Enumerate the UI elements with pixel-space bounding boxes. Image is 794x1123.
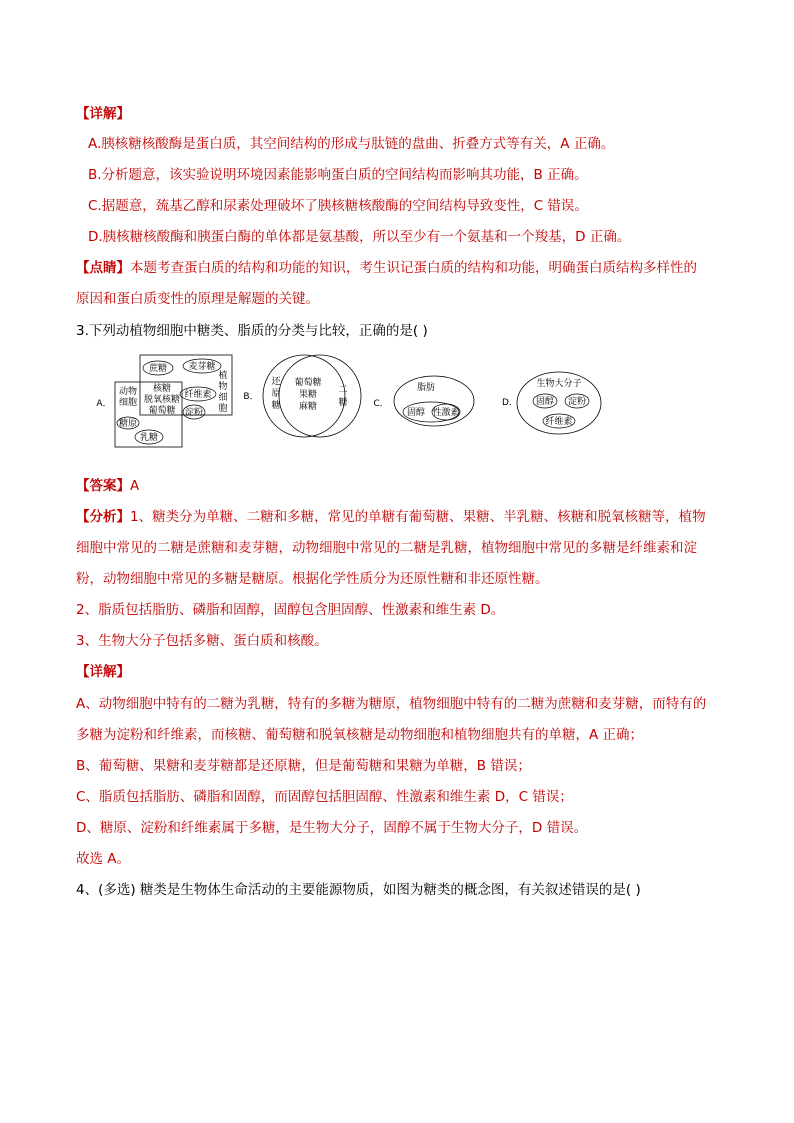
detail-line-d: D.胰核糖核酸酶和胰蛋白酶的单体都是氨基酸，所以至少有一个氨基和一个羧基，D 正确。	[88, 229, 631, 245]
d-item-cellulose: 纤维素	[545, 417, 573, 427]
detail3-line-c: C、脂质包括脂肪、磷脂和固醇，而固醇包括胆固醇、性激素和维生素 D，C 错误；	[76, 789, 573, 805]
plant-cell-label-1: 植	[218, 371, 228, 381]
analysis-line-4: 2、脂质包括脂肪、磷脂和固醇，固醇包含胆固醇、性激素和维生素 D。	[76, 602, 505, 618]
answer-label: 【答案】	[76, 478, 130, 494]
detail3-line-a1: A、动物细胞中特有的二糖为乳糖，特有的多糖为糖原，植物细胞中特有的二糖为蔗糖和麦芽糖，而特有的	[76, 696, 707, 712]
animal-item-glycogen: 糖原	[118, 419, 138, 429]
detail3-conclusion: 故选 A。	[76, 851, 131, 867]
analysis-line-5: 3、生物大分子包括多糖、蛋白质和核酸。	[76, 633, 328, 649]
disaccharide-label-2: 糖	[338, 398, 348, 408]
shared-item-glucose: 葡萄糖	[148, 406, 176, 416]
option-a-label: A．	[96, 399, 112, 409]
detail3-line-a2: 多糖为淀粉和纤维素，而核糖、葡萄糖和脱氧核糖是动物细胞和植物细胞共有的单糖，A 正确；	[76, 727, 644, 743]
question-4-stem: 4、(多选) 糖类是生物体生命活动的主要能源物质，如图为糖类的概念图，有关叙述错误的是( )	[76, 882, 641, 898]
shared-item-ribose: 核糖	[152, 384, 172, 394]
analysis-label: 【分析】	[76, 509, 130, 525]
shared-item-deoxyribose: 脱氧核糖	[143, 395, 181, 405]
macromolecule-label: 生物大分子	[536, 379, 582, 389]
analysis-line-1	[76, 507, 706, 527]
disaccharide-label-1: 二	[338, 385, 348, 395]
option-d-label: D．	[502, 398, 518, 408]
plant-cell-label-2: 物	[218, 382, 228, 392]
detail3-heading: 【详解】	[76, 664, 130, 680]
option-c-label: C．	[373, 399, 389, 409]
center-item-glucose: 葡萄糖	[294, 378, 322, 388]
sex-hormone-label: 性激素	[432, 408, 460, 418]
d-item-starch: 淀粉	[567, 397, 587, 407]
plant-item-sucrose: 蔗糖	[148, 364, 168, 374]
sterol-label: 固醇	[406, 408, 426, 418]
reducing-label-3: 糖	[271, 401, 281, 411]
comment-line-2: 原因和蛋白质变性的原理是解题的关键。	[76, 291, 319, 307]
detail3-line-d: D、糖原、淀粉和纤维素属于多糖，是生物大分子，固醇不属于生物大分子，D 错误。	[76, 820, 588, 836]
analysis-text-1: 1、糖类分为单糖、二糖和多糖，常见的单糖有葡萄糖、果糖、半乳糖、核糖和脱氧核糖等，植物	[130, 509, 706, 525]
detail-line-b: B.分析题意，该实验说明环境因素能影响蛋白质的空间结构而影响其功能，B 正确。	[88, 167, 588, 183]
detail3-line-b: B、葡萄糖、果糖和麦芽糖都是还原糖，但是葡萄糖和果糖为单糖，B 错误；	[76, 758, 531, 774]
plant-item-starch: 淀粉	[184, 408, 204, 418]
option-b-label: B．	[243, 392, 259, 402]
center-item-fructose: 果糖	[298, 390, 318, 400]
plant-cell-label-3: 细	[218, 393, 228, 403]
answer-line	[76, 476, 139, 496]
fat-label: 脂肪	[416, 383, 436, 393]
reducing-label-2: 原	[271, 389, 281, 399]
disaccharide-circle	[279, 355, 361, 437]
analysis-line-3: 粉，动物细胞中常见的多糖是糖原。根据化学性质分为还原性糖和非还原性糖。	[76, 571, 549, 587]
animal-cell-label-1: 动物	[118, 387, 138, 397]
reducing-label-1: 还	[271, 377, 281, 387]
detail-heading: 【详解】	[76, 106, 130, 122]
animal-item-lactose: 乳糖	[139, 433, 159, 443]
d-item-sterol: 固醇	[535, 397, 555, 407]
detail-line-c: C.据题意，巯基乙醇和尿素处理破坏了胰核糖核酸酶的空间结构导致变性，C 错误。	[88, 198, 588, 214]
option-diagrams	[0, 350, 794, 460]
comment-text-1: 本题考查蛋白质的结构和功能的知识，考生识记蛋白质的结构和功能，明确蛋白质结构多样性的	[130, 260, 697, 276]
analysis-line-2: 细胞中常见的二糖是蔗糖和麦芽糖，动物细胞中常见的二糖是乳糖，植物细胞中常见的多糖是纤维素和淀	[76, 540, 697, 556]
animal-cell-label-2: 细胞	[118, 398, 138, 408]
plant-item-maltose: 麦芽糖	[188, 362, 216, 372]
comment-label: 【点睛】	[76, 260, 130, 276]
plant-cell-label-4: 胞	[218, 404, 228, 414]
center-item-maltose: 麻糖	[298, 402, 318, 412]
answer-value: A	[130, 478, 140, 494]
question-3-stem: 3.下列动植物细胞中糖类、脂质的分类与比较，正确的是( )	[76, 323, 428, 339]
detail-line-a: A.胰核糖核酸酶是蛋白质，其空间结构的形成与肽链的盘曲、折叠方式等有关，A 正确。	[88, 136, 615, 152]
plant-item-cellulose: 纤维素	[184, 390, 212, 400]
comment-line-1	[76, 258, 697, 278]
